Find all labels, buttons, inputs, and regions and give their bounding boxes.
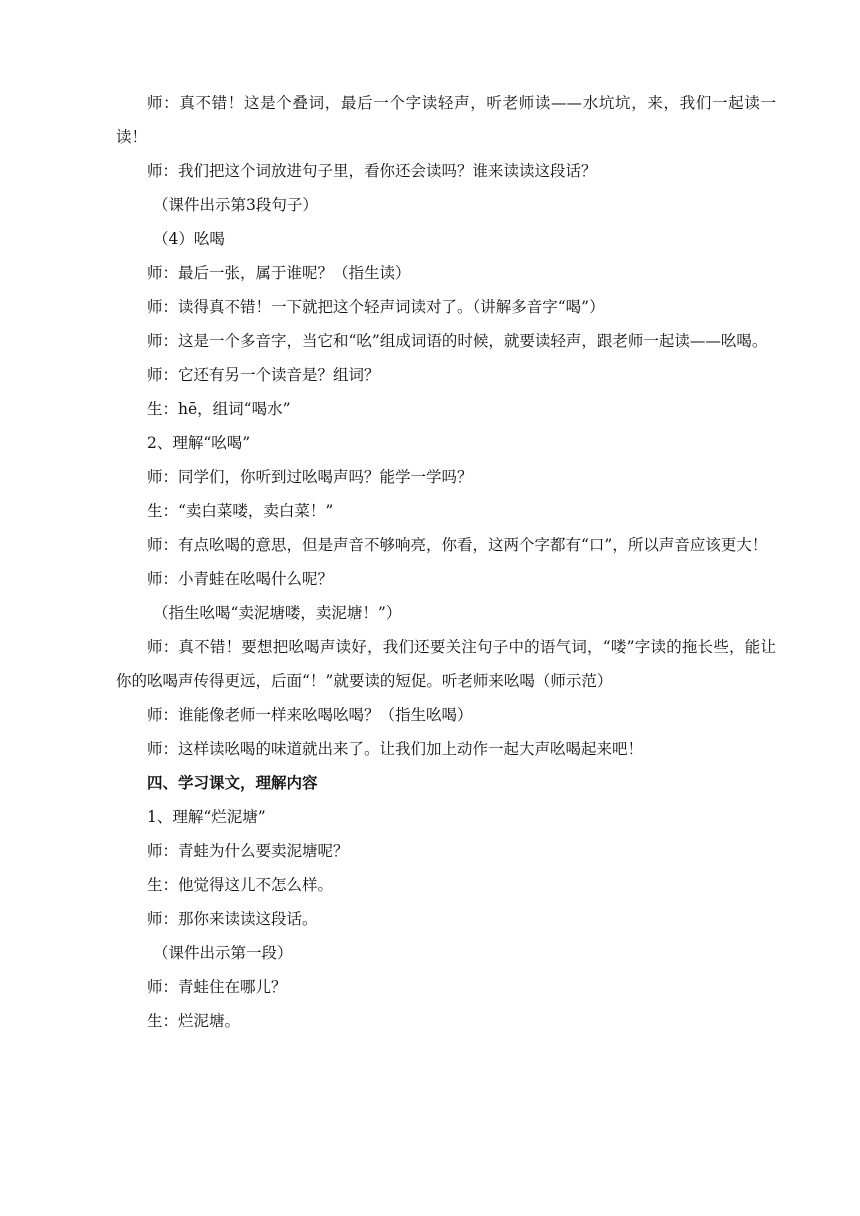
paragraph-17: 师：谁能像老师一样来吆喝吆喝？（指生吆喝） (147, 706, 473, 724)
paragraph-26: 生：烂泥塘。 (147, 1012, 241, 1030)
document-page (116, 86, 776, 1038)
paragraph-13: 师：有点吆喝的意思，但是声音不够响亮，你看，这两个字都有“口”，所以声音应该更大！ (147, 536, 768, 554)
paragraph-7: 师：这是一个多音字，当它和“吆”组成词语的时候，就要读轻声，跟老师一起读——吆喝。 (147, 332, 768, 350)
paragraph-25: 师：青蛙住在哪儿？ (147, 978, 287, 996)
paragraph-15: （指生吆喝“卖泥塘喽，卖泥塘！”） (153, 604, 402, 622)
paragraph-18: 师：这样读吆喝的味道就出来了。让我们加上动作一起大声吆喝起来吧！ (147, 740, 644, 758)
paragraph-22: 生：他觉得这儿不怎么样。 (147, 876, 334, 894)
section-heading: 四、学习课文，理解内容 (147, 773, 318, 792)
paragraph-4: （4）吆喝 (153, 230, 225, 248)
paragraph-9: 生：hē，组词“喝水” (147, 400, 291, 418)
paragraph-10: 2、理解“吆喝” (147, 434, 251, 452)
paragraph-8: 师：它还有另一个读音是？组词？ (147, 366, 380, 384)
paragraph-23: 师：那你来读读这段话。 (147, 910, 318, 928)
paragraph-24: （课件出示第一段） (153, 944, 293, 962)
paragraph-3: （课件出示第3段句子） (153, 196, 318, 214)
paragraph-12: 生：“卖白菜喽，卖白菜！” (147, 502, 334, 520)
paragraph-5: 师：最后一张，属于谁呢？（指生读） (147, 264, 411, 282)
paragraph-14: 师：小青蛙在吆喝什么呢？ (147, 570, 334, 588)
paragraph-6: 师：读得真不错！一下就把这个轻声词读对了。（讲解多音字“喝”） (147, 298, 605, 316)
paragraph-1: 师：真不错！这是个叠词，最后一个字读轻声，听老师读——水坑坑，来，我们一起读一读！ (116, 94, 776, 146)
paragraph-2: 师：我们把这个词放进句子里，看你还会读吗？谁来读读这段话？ (147, 162, 597, 180)
paragraph-20: 1、理解“烂泥塘” (147, 808, 266, 826)
paragraph-21: 师：青蛙为什么要卖泥塘呢？ (147, 842, 349, 860)
paragraph-16: 师：真不错！要想把吆喝声读好，我们还要关注句子中的语气词，“喽”字读的拖长些，能让你的吆喝声传得更远，后面“！”就要读的短促。听老师来吆喝（师示范） (116, 638, 776, 690)
paragraph-11: 师：同学们，你听到过吆喝声吗？能学一学吗？ (147, 468, 473, 486)
